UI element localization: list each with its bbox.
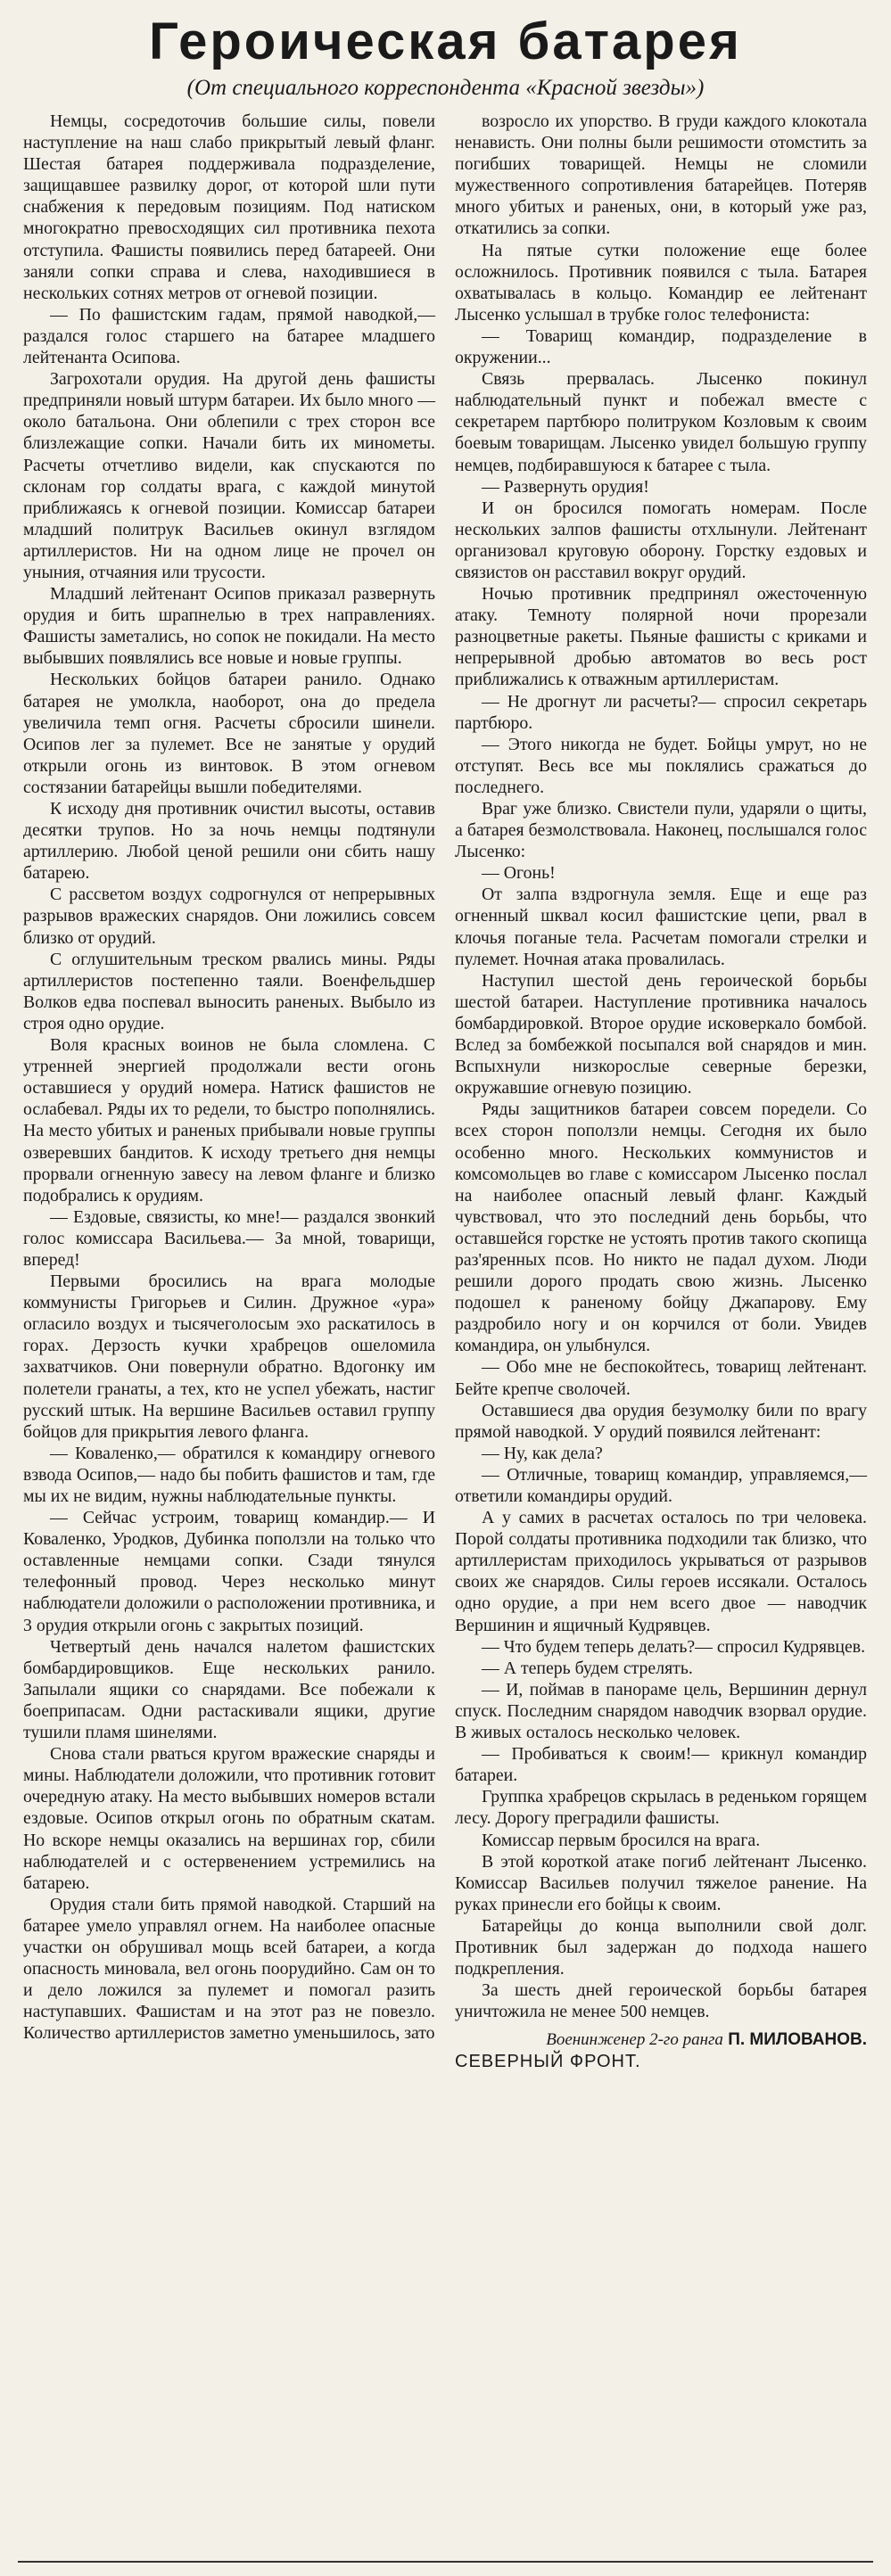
article-paragraph: С рассветом воздух содрогнулся от непрерывных разрывов вражеских снарядов. Они ложились совсем близко от орудий. bbox=[23, 885, 435, 948]
article-paragraph: Нескольких бойцов батареи ранило. Однако батарея не умолкла, наоборот, она до предела увеличила темп огня. Расчеты сбросили шинели. Осипов лег за пулемет. Все не занятые у орудий открыли огонь из винтовок. В этом огневом состязании батарейцы вышли победителями. bbox=[23, 670, 435, 797]
article-paragraph: От залпа вздрогнула земля. Еще и еще раз огненный шквал косил фашистские цепи, рвал в клочья поганые тела. Расчетам помогали стрелки и пулемет. Ночная атака провалилась. bbox=[455, 885, 867, 969]
article-paragraph: — Что будем теперь делать?— спросил Кудрявцев. bbox=[482, 1636, 866, 1657]
article-subtitle: (От специального корреспондента «Красной звезды») bbox=[186, 76, 705, 100]
article-paragraph: возросло их упорство. В груди каждого клокотала ненависть. Они полны были решимости отомстить за погибших товарищей. Немцы не сломили мужественного сопротивления батарейцев. Потеряв много убитых и раненых, они, в который уже раз, откатились за сопки. bbox=[455, 111, 867, 239]
article-paragraph: Связь прервалась. Лысенко покинул наблюдательный пункт и побежал вместе с секретарем партбюро политруком Козловым к своим боевым товарищам. Лысенко увидел большую группу немцев, подбиравшуюся к батарее с тыла. bbox=[455, 369, 867, 475]
article-paragraph: Оставшиеся два орудия безумолку били по врагу прямой наводкой. У орудий появился лейтенант: bbox=[455, 1400, 867, 1442]
article-paragraph: Орудия стали бить прямой наводкой. Старший на батарее умело управлял огнем. На наиболее опасные участки он обрушивал мощь всей батареи, а когда опасность миновала, вел огонь поорудийно. Сам он то и дело ложился за пулемет и помогал разить наступавших. Фашистам и на этот раз не повезло. Количество артиллеристов заметно уменьшилось, зато bbox=[23, 1894, 435, 2044]
article-paragraph: — Коваленко,— обратился к командиру огневого взвода Осипов,— надо бы побить фашистов и там, где мы их не видим, нужны наблюдательные пункты. bbox=[23, 1443, 435, 1506]
article-paragraph: Наступил шестой день героической борьбы шестой батареи. Наступление противника началось бомбардировкой. Второе орудие исковеркало бомбой. Вслед за бомбежкой посыпался вой снарядов и мин. Вспыхнули низкорослые северные березки, окружавшие огневую позицию. bbox=[455, 970, 867, 1099]
article-paragraph: — Пробиваться к своим!— крикнул командир батареи. bbox=[455, 1744, 867, 1786]
article-paragraph: Ряды защитников батареи совсем поредели. Со всех сторон поползли немцы. Сегодня их было особенно много. Нескольких коммунистов и комсомольцев во главе с комиссаром Лысенко послал на наиболее опасный левый фланг. Каждый чувствовал, что это последний день борьбы, что оставшейся горстке не устоять против такого скопища раз'яренных псов. Но никто не падал духом. Люди решили дорого продать свою жизнь. Лысенко подошел к раненому бойцу Джапарову. Ему раздробило ногу и он корчился от боли. Увидев командира, он улыбнулся. bbox=[455, 1099, 867, 1356]
article-paragraph: — По фашистским гадам, прямой наводкой,— раздался голос старшего на батарее младшего лейтенанта Осипова. bbox=[23, 304, 435, 368]
article-paragraph: — Этого никогда не будет. Бойцы умрут, но не отступят. Весь все мы поклялись сражаться до последнего. bbox=[455, 734, 867, 797]
article-paragraph: А у самих в расчетах осталось по три человека. Порой солдаты противника подходили так близко, что артиллеристам приходилось укрываться от разрывов своих же снарядов. Силы героев иссякали. Осталось одно орудие, а при нем всего двое — наводчик Вершинин и ящичный Кудрявцев. bbox=[455, 1508, 867, 1635]
article-paragraph: К исходу дня противник очистил высоты, оставив десятки трупов. Но за ночь немцы подтянули артиллерию. Любой ценой решили они сбить нашу батарею. bbox=[23, 799, 435, 884]
article-paragraph: Комиссар первым бросился на врага. bbox=[482, 1830, 761, 1850]
right-column-paragraphs bbox=[455, 111, 867, 2022]
article-paragraph: Враг уже близко. Свистели пули, ударяли о щиты, а батарея безмолствовала. Наконец, послышался голос Лысенко: bbox=[455, 799, 867, 862]
article-paragraph: — Обо мне не беспокойтесь, товарищ лейтенант. Бейте крепче сволочей. bbox=[455, 1357, 867, 1399]
article-paragraph: — Отличные, товарищ командир, управляемся,— ответили командиры орудий. bbox=[455, 1464, 867, 1506]
right-column bbox=[455, 111, 867, 2072]
article-paragraph: И он бросился помогать номерам. После нескольких залпов фашисты отхлынули. Лейтенант организовал круговую оборону. Горстку ездовых и связистов он расставил вокруг орудий. bbox=[455, 498, 867, 582]
article-paragraph: — Развернуть орудия! bbox=[482, 476, 649, 497]
article-title: Героическая батарея bbox=[149, 12, 742, 70]
article-paragraph: — А теперь будем стрелять. bbox=[482, 1658, 693, 1678]
article-paragraph: — Сейчас устроим, товарищ командир.— И Коваленко, Уродков, Дубинка поползли на только что оставленные немцами сопки. Сзади тянулся телефонный провод. Через несколько минут наблюдатели доложили о расположении противника, и 3 орудия открыли огонь с закрытых позиций. bbox=[23, 1508, 435, 1635]
article-paragraph: Четвертый день начался налетом фашистских бомбардировщиков. Еще нескольких ранило. Запылали ящики со снарядами. Все побежали к боеприпасам. Одни растаскивали ящики, другие тушили пламя шинелями. bbox=[23, 1636, 435, 1743]
article-paragraph: На пятые сутки положение еще более осложнилось. Противник появился с тыла. Батарея охватывалась в кольцо. Командир ее лейтенант Лысенко услышал в трубке голос телефониста: bbox=[455, 240, 867, 325]
article-paragraph: Группка храбрецов скрылась в реденьком горящем лесу. Дорогу преградили фашисты. bbox=[455, 1787, 867, 1829]
article-paragraph: Первыми бросились на врага молодые коммунисты Григорьев и Силин. Дружное «ура» огласило воздух и тысячеголосым эхо раскатилось в горах. Дерзость кучки храбрецов ошеломила захватчиков. Они повернули обратно. Вдогонку им полетели гранаты, а тех, кто не успел убежать, настиг русский штык. На вершине Васильев оставил группу бойцов для прикрытия левого фланга. bbox=[23, 1272, 435, 1442]
article-paragraph: Младший лейтенант Осипов приказал развернуть орудия и бить шрапнелью в трех направлениях. Фашисты заметались, но сопок не покидали. На место выбывших появлялись все новые и новые группы. bbox=[23, 584, 435, 669]
article-paragraph: — Товарищ командир, подразделение в окружении... bbox=[455, 325, 867, 368]
article-body bbox=[23, 111, 868, 2072]
article-paragraph: — Не дрогнут ли расчеты?— спросил секретарь партбюро. bbox=[455, 691, 867, 733]
article-paragraph: За шесть дней героической борьбы батарея уничтожила не менее 500 немцев. bbox=[455, 1980, 867, 2022]
article-paragraph: В этой короткой атаке погиб лейтенант Лысенко. Комиссар Васильев получил тяжелое ранение. На руках принесли его бойцы к своим. bbox=[455, 1851, 867, 1914]
dateline-front: СЕВЕРНЫЙ ФРОНТ. bbox=[455, 2052, 641, 2072]
author-rank: Военинженер 2-го ранга bbox=[546, 2030, 723, 2050]
article-paragraph: — И, поймав в панораме цель, Вершинин дернул спуск. Последним снарядом наводчик взорвал орудие. В живых осталось несколько человек. bbox=[455, 1679, 867, 1743]
article-paragraph: Немцы, сосредоточив большие силы, повели наступление на наш слабо прикрытый левый фланг. Шестая батарея поддерживала подразделение, защищавшее развилку дорог, от которой шли пути снабжения к передовым позициям. Под натиском многократно превосходящих сил противника пехота отступила. Фашисты появились перед батареей. Они заняли сопки справа и слева, находившиеся в нескольких сотнях метров от огневой позиции. bbox=[23, 111, 435, 303]
article-paragraph: Снова стали рваться кругом вражеские снаряды и мины. Наблюдатели доложили, что противник готовит очередную атаку. На место выбывших номеров встали ездовые. Осипов открыл огонь по обратным скатам. Но вскоре немцы оказались на вершинах гор, сбили наблюдателей и с остервенением устремились на батарею. bbox=[23, 1744, 435, 1893]
article-paragraph: Загрохотали орудия. На другой день фашисты предприняли новый штурм батареи. Их было много — около батальона. Они облепили с трех сторон все близлежащие сопки. Начали бить их минометы. Расчеты отчетливо видели, как спускаются по склонам гор солдаты врага, с каждой минутой приближаясь к огневой позиции. Комиссар батареи младший политрук Васильев окинул взглядом артиллеристов. Ни на одном лице не прочел он уныния, отчаяния или трусости. bbox=[23, 369, 435, 582]
author-name: П. МИЛОВАНОВ. bbox=[728, 2030, 867, 2050]
article-paragraph: Ночью противник предпринял ожесточенную атаку. Темноту полярной ночи прорезали разноцветные ракеты. Пьяные фашисты с криками и непрерывной дробью автоматов во весь рост приближались к отважным артиллеристам. bbox=[455, 584, 867, 690]
article-paragraph: Воля красных воинов не была сломлена. С утренней энергией продолжали вести огонь оставшиеся у орудий номера. Натиск фашистов не ослабевал. Ряды их то редели, то быстро пополнялись. На место убитых и раненых прибывали новые группы озверевших бандитов. К исходу третьего дня немцы прорвали огненную завесу на левом фланге и близко подобрались к орудиям. bbox=[23, 1035, 435, 1206]
bottom-rule bbox=[18, 2561, 873, 2563]
article-paragraph: Батарейцы до конца выполнили свой долг. Противник был задержан до подхода нашего подкрепления. bbox=[455, 1915, 867, 1979]
article-paragraph: — Ездовые, связисты, ко мне!— раздался звонкий голос комиссара Васильева.— За мной, товарищи, вперед! bbox=[23, 1206, 435, 1270]
left-column bbox=[23, 111, 435, 2044]
byline bbox=[455, 2029, 867, 2051]
article-paragraph: С оглушительным треском рвались мины. Ряды артиллеристов постепенно таяли. Военфельдшер Волков едва поспевал выносить раненых. Выбыло из строя одно орудие. bbox=[23, 949, 435, 1033]
article-paragraph: — Ну, как дела? bbox=[482, 1443, 603, 1463]
article-paragraph: — Огонь! bbox=[482, 863, 556, 884]
